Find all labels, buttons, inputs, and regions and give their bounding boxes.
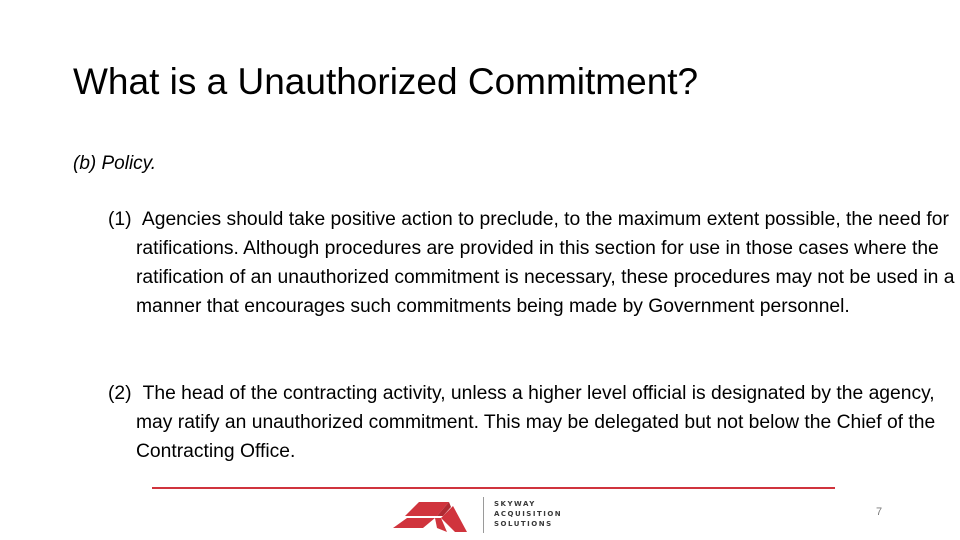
policy-subheading: (b) Policy.	[73, 153, 157, 174]
policy-item-2-number: (2)	[108, 383, 132, 404]
logo-line-skyway: SKYWAY	[494, 500, 536, 508]
slide-title: What is a Unauthorized Commitment?	[73, 61, 699, 102]
policy-item-1-text: Agencies should take positive action to preclude, to the maximum extent possible, the need for ratifications. Although procedures are provided in this section for use in those cases where the ratification of an unauthorized commitment is necessary, these procedures may not be used in a manner that encourages such commitments being made by Government personnel.	[136, 209, 955, 317]
logo-separator	[483, 497, 484, 533]
skyway-logo-icon	[393, 494, 473, 534]
page-number: 7	[876, 506, 883, 518]
policy-item-2	[108, 379, 960, 466]
company-logo-text	[494, 499, 562, 529]
logo-line-acquisition: ACQUISITION	[494, 510, 563, 518]
policy-item-2-text: The head of the contracting activity, unless a higher level official is designated by the agency, may ratify an unauthorized commitment. This may be delegated but not below the Chief of the Contracting Office.	[136, 383, 936, 462]
logo-line-solutions: SOLUTIONS	[494, 520, 553, 528]
footer-divider-line	[152, 487, 835, 489]
policy-item-1	[108, 205, 960, 321]
policy-item-1-number: (1)	[108, 209, 132, 230]
